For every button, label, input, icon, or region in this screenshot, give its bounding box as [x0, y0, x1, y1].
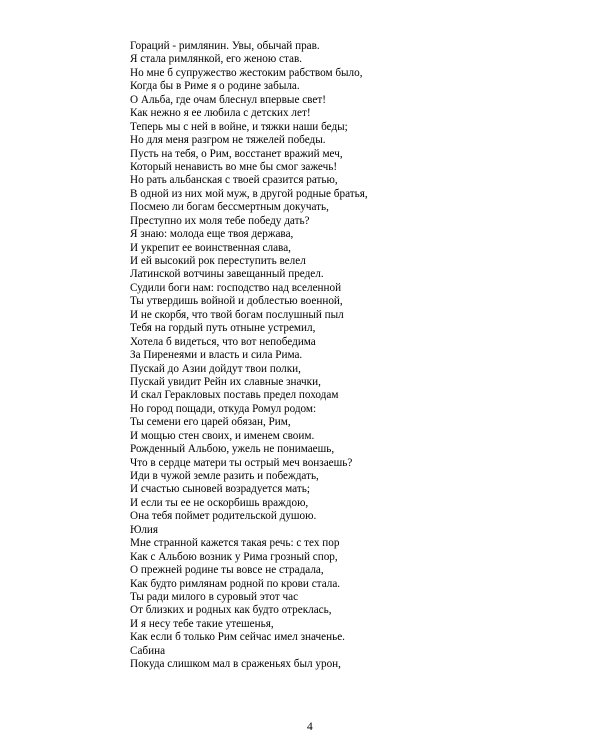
text-line: Как с Альбою возник у Рима грозный спор,: [130, 550, 338, 563]
page-number: 4: [307, 721, 313, 733]
text-line: Теперь мы с ней в войне, и тяжки наши беды;: [130, 120, 348, 133]
text-line: Как будто римлянам родной по крови стала.: [130, 577, 341, 590]
text-line: Но для меня разгром не тяжелей победы.: [130, 134, 326, 147]
text-line: Пускай увидит Рейн их славные значки,: [130, 375, 321, 388]
text-line: Она тебя поймет родительской душою.: [130, 510, 317, 523]
text-line: О прежней родине ты вовсе не страдала,: [130, 564, 324, 577]
text-line: И укрепит ее воинственная слава,: [130, 241, 291, 254]
text-line: Что в сердце матери ты острый меч вонзаешь?: [130, 456, 353, 469]
poem-text: [130, 40, 510, 672]
text-line: Как нежно я ее любила с детских лет!: [130, 107, 311, 120]
text-line: Гораций - римлянин. Увы, обычай прав.: [130, 40, 320, 52]
text-line: И я несу тебе такие утешенья,: [130, 617, 274, 630]
text-line: И если ты ее не оскорбишь враждою,: [130, 496, 309, 509]
text-line: Латинской вотчины завещанный предел.: [130, 268, 324, 281]
text-line: Тебя на гордый путь отныне устремил,: [130, 322, 316, 335]
text-line: И ей высокий рок переступить велел: [130, 255, 306, 267]
text-line: И мощью стен своих, и именем своим.: [130, 429, 315, 442]
text-line: Мне странной кажется такая речь: с тех пор: [130, 537, 340, 550]
text-line: Покуда слишком мал в сраженьях был урон,: [130, 658, 341, 671]
text-line: Хотела б видеться, что вот непобедима: [130, 335, 316, 348]
text-line: О Альба, где очам блеснул впервые свет!: [130, 93, 326, 106]
text-line: Как если б только Рим сейчас имел значенье.: [130, 631, 345, 644]
text-line: Который ненависть во мне бы смог зажечь!: [130, 160, 338, 173]
text-line: Ты семени его царей обязан, Рим,: [130, 416, 291, 429]
text-line: Но мне б супружество жестоким рабством было,: [130, 66, 363, 79]
text-line: В одной из них мой муж, в другой родные братья,: [130, 187, 368, 200]
text-line: Иди в чужой земле разить и побеждать,: [130, 470, 319, 482]
text-line: Сабина: [130, 644, 166, 657]
text-line: От близких и родных как будто отреклась,: [130, 604, 332, 617]
text-line: За Пиренеями и власть и сила Рима.: [130, 349, 303, 362]
text-line: Но город пощади, откуда Ромул родом:: [130, 402, 317, 415]
text-line: Я знаю: молода еще твоя держава,: [130, 228, 294, 241]
text-line: И скал Геракловых поставь предел походам: [130, 389, 339, 402]
text-line: И счастью сыновей возрадуется мать;: [130, 483, 310, 496]
text-line: Пусть на тебя, о Рим, восстанет вражий меч,: [130, 147, 343, 160]
text-line: Пускай до Азии дойдут твои полки,: [130, 362, 301, 375]
text-line: Когда бы в Риме я о родине забыла.: [130, 80, 300, 93]
text-line: Но рать альбанская с твоей сразится ратью,: [130, 174, 338, 187]
text-line: Посмею ли богам бессмертным докучать,: [130, 201, 329, 214]
text-line: Преступно их моля тебе победу дать?: [130, 214, 310, 227]
text-line: Ты утвердишь войной и доблестью военной,: [130, 295, 343, 308]
text-line: И не скорбя, что твой богам послушный пыл: [130, 308, 344, 321]
text-line: Ты ради милого в суровый этот час: [130, 590, 299, 603]
text-line: Юлия: [130, 523, 159, 536]
text-line: Рожденный Альбою, ужель не понимаешь,: [130, 443, 335, 456]
text-line: Судили боги нам: господство над вселенной: [130, 281, 342, 294]
text-line: Я стала римлянкой, его женою став.: [130, 53, 303, 66]
